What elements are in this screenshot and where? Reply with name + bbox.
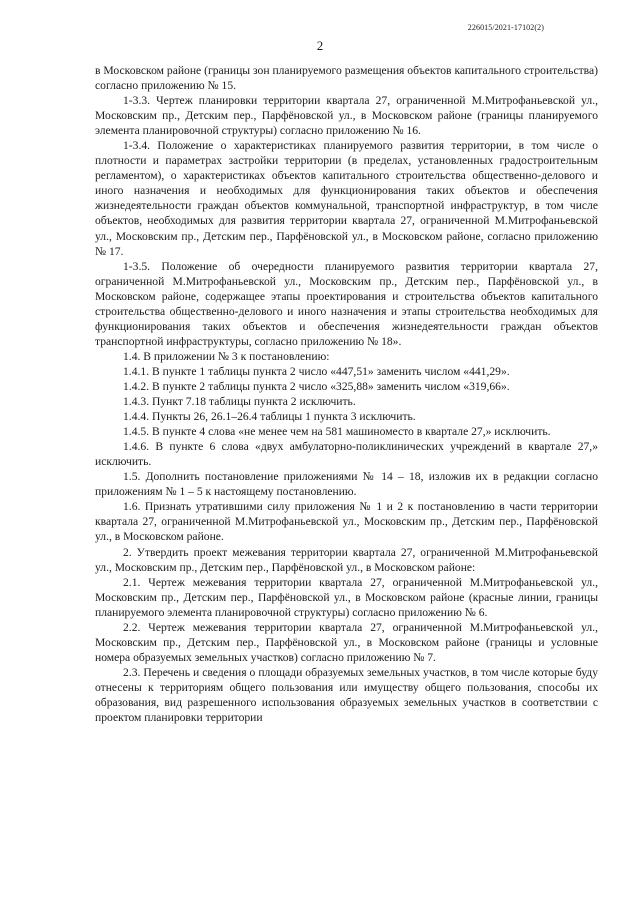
- paragraph: 1.4.1. В пункте 1 таблицы пункта 2 число «447,51» заменить числом «441,29».: [123, 364, 510, 378]
- page-number: 2: [316, 38, 324, 53]
- paragraph: 2. Утвердить проект межевания территории квартала 27, ограниченной М.Митрофаньевской ул., Московским пр., Детским пер., Парфёновской ул., в Московском районе:: [95, 545, 598, 574]
- paragraph: 2.1. Чертеж межевания территории квартала 27, ограниченной М.Митрофаньевской ул., Московским пр., Детским пер., Парфёновской ул., в Московском районе (красные линии, границы планируемого элемента планировочной структуры) согласно приложению № 6.: [95, 575, 598, 619]
- document-registration-number: 226015/2021-17102(2): [467, 23, 544, 32]
- paragraph: 1.4.6. В пункте 6 слова «двух амбулаторно-поликлинических учреждений в квартале 27,» исключить.: [95, 440, 598, 469]
- paragraph: 2.2. Чертеж межевания территории квартала 27, ограниченной М.Митрофаньевской ул., Московским пр., Детским пер., Парфёновской ул., в Московском районе (границы и условные номера образуемых земельных участков) согласно приложению № 7.: [95, 620, 598, 664]
- paragraph: 1-3.4. Положение о характеристиках планируемого развития территории, в том числе о плотности и параметрах застройки территории (в пределах, установленных градостроительным регламентом), о характеристиках объектов капитального строительства общественно-делового и иного назначения и необходимых для функционирования таких объектов и обеспечения жизнедеятельности граждан объектов коммунальной, транспортной инфраструктур, в том числе объектов, необходимых для развития территории квартала 27, ограниченной М.Митрофаньевской ул., Московским пр., Детским пер., Парфёновской ул., в Московском районе, согласно приложению № 17.: [95, 139, 598, 258]
- paragraph: 1.4.3. Пункт 7.18 таблицы пункта 2 исключить.: [123, 395, 356, 409]
- paragraph: 1-3.3. Чертеж планировки территории квартала 27, ограниченной М.Митрофаньевской ул., Московским пр., Детским пер., Парфёновской ул., в Московском районе (границы планируемого элемента планировочной структуры) согласно приложению № 16.: [95, 94, 598, 138]
- paragraph: 1.4. В приложении № 3 к постановлению:: [123, 349, 330, 363]
- paragraph: 1.5. Дополнить постановление приложениями № 14 – 18, изложив их в редакции согласно приложениям № 1 – 5 к настоящему постановлению.: [95, 470, 598, 499]
- paragraph: 2.3. Перечень и сведения о площади образуемых земельных участков, в том числе которые буду отнесены к территориям общего пользования или имуществу общего пользования, способы их образования, вид разрешенного использования образуемых земельных участков в соответствии с проектом планировки территории: [95, 665, 598, 725]
- paragraph: в Московском районе (границы зон планируемого размещения объектов капитального строительства) согласно приложению № 15.: [95, 64, 598, 93]
- paragraph: 1.4.2. В пункте 2 таблицы пункта 2 число «325,88» заменить числом «319,66».: [123, 379, 510, 393]
- paragraph: 1.6. Признать утратившими силу приложения № 1 и 2 к постановлению в части территории квартала 27, ограниченной М.Митрофаньевской ул., Московским пр., Детским пер., Парфёновской ул., в Московском районе.: [95, 500, 598, 544]
- paragraph: 1.4.5. В пункте 4 слова «не менее чем на 581 машиноместо в квартале 27,» исключить.: [123, 425, 551, 439]
- paragraph: 1-3.5. Положение об очередности планируемого развития территории квартала 27, ограниченной М.Митрофаньевской ул., Московским пр., Детским пер., Парфёновской ул., в Московском районе, содержащее этапы проектирования и строительства объектов капитального строительства общественно-делового и иного назначения и этапы строительства необходимых для функционирования таких объектов и обеспечения жизнедеятельности граждан объектов транспортной инфраструктуры, согласно приложению № 18».: [95, 259, 598, 348]
- document-body: [95, 63, 598, 725]
- paragraph: 1.4.4. Пункты 26, 26.1–26.4 таблицы 1 пункта 3 исключить.: [123, 410, 416, 424]
